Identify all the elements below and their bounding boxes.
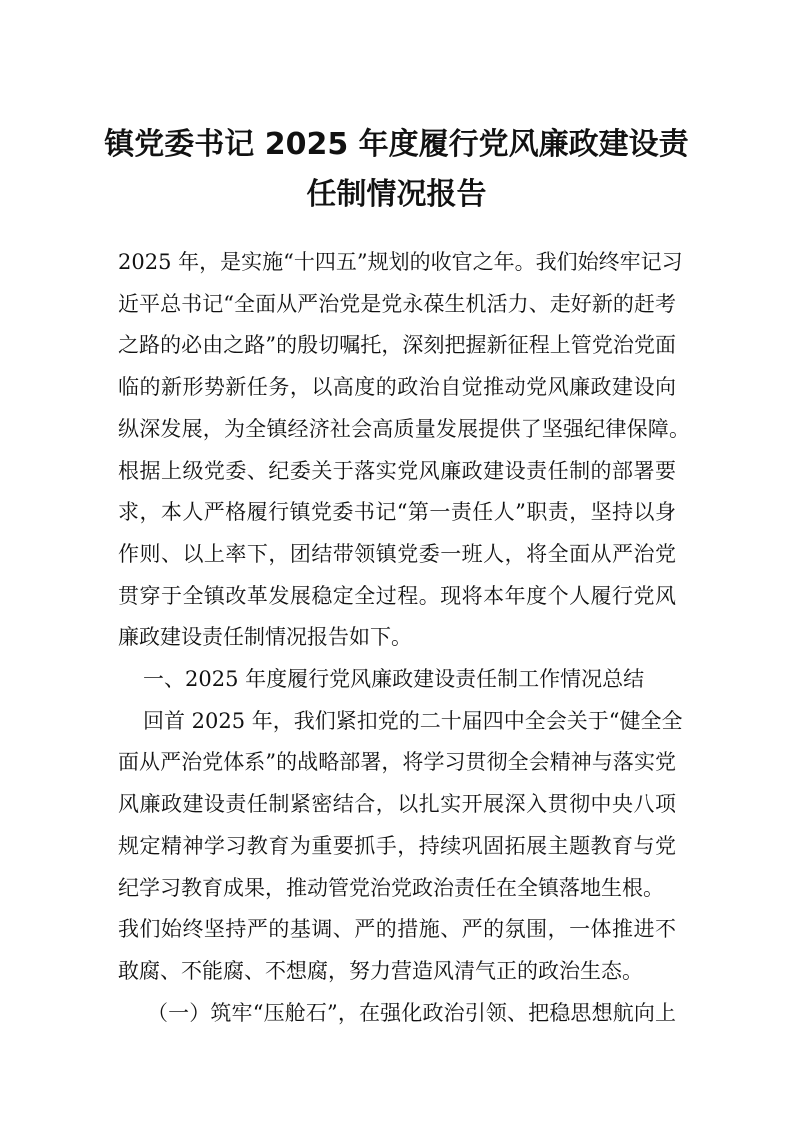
document-title-line-1: 镇党委书记 2025 年度履行党风廉政建设责 [104, 127, 689, 162]
body-text-line: 求，本人严格履行镇党委书记“第一责任人”职责，坚持以身 [118, 500, 676, 525]
body-text-line: 贯穿于全镇改革发展稳定全过程。现将本年度个人履行党风 [118, 583, 676, 608]
body-text-line: 规定精神学习教育为重要抓手，持续巩固拓展主题教育与党 [118, 833, 676, 858]
body-text-line: 纪学习教育成果，推动管党治党政治责任在全镇落地生根。 [118, 875, 664, 900]
body-text-line: 临的新形势新任务，以高度的政治自觉推动党风廉政建设向 [118, 375, 676, 400]
body-text-line: 敢腐、不能腐、不想腐，努力营造风清气正的政治生态。 [118, 958, 643, 983]
body-text-line: 根据上级党委、纪委关于落实党风廉政建设责任制的部署要 [118, 458, 676, 483]
body-text-line: 近平总书记“全面从严治党是党永葆生机活力、走好新的赶考 [118, 291, 676, 316]
body-text-line: 纵深发展，为全镇经济社会高质量发展提供了坚强纪律保障。 [118, 416, 690, 441]
section-heading: 一、2025 年度履行党风廉政建设责任制工作情况总结 [143, 667, 645, 691]
body-text-line: 作则、以上率下，团结带领镇党委一班人，将全面从严治党 [118, 541, 676, 566]
body-text-line: 回首 2025 年，我们紧扣党的二十届四中全会关于“健全全 [143, 708, 683, 733]
body-text-line: 廉政建设责任制情况报告如下。 [118, 625, 412, 650]
body-text-line: 我们始终坚持严的基调、严的措施、严的氛围，一体推进不 [118, 917, 676, 942]
body-text-line: 面从严治党体系”的战略部署，将学习贯彻全会精神与落实党 [118, 750, 676, 775]
section-heading: （一）筑牢“压舱石”，在强化政治引领、把稳思想航向上 [147, 1000, 676, 1025]
document-title-line-2: 任制情况报告 [306, 177, 487, 212]
body-text-line: 2025 年，是实施“十四五”规划的收官之年。我们始终牢记习 [118, 250, 683, 274]
body-text-line: 之路的必由之路”的殷切嘱托，深刻把握新征程上管党治党面 [118, 333, 676, 358]
body-text-line: 风廉政建设责任制紧密结合，以扎实开展深入贯彻中央八项 [118, 792, 676, 817]
